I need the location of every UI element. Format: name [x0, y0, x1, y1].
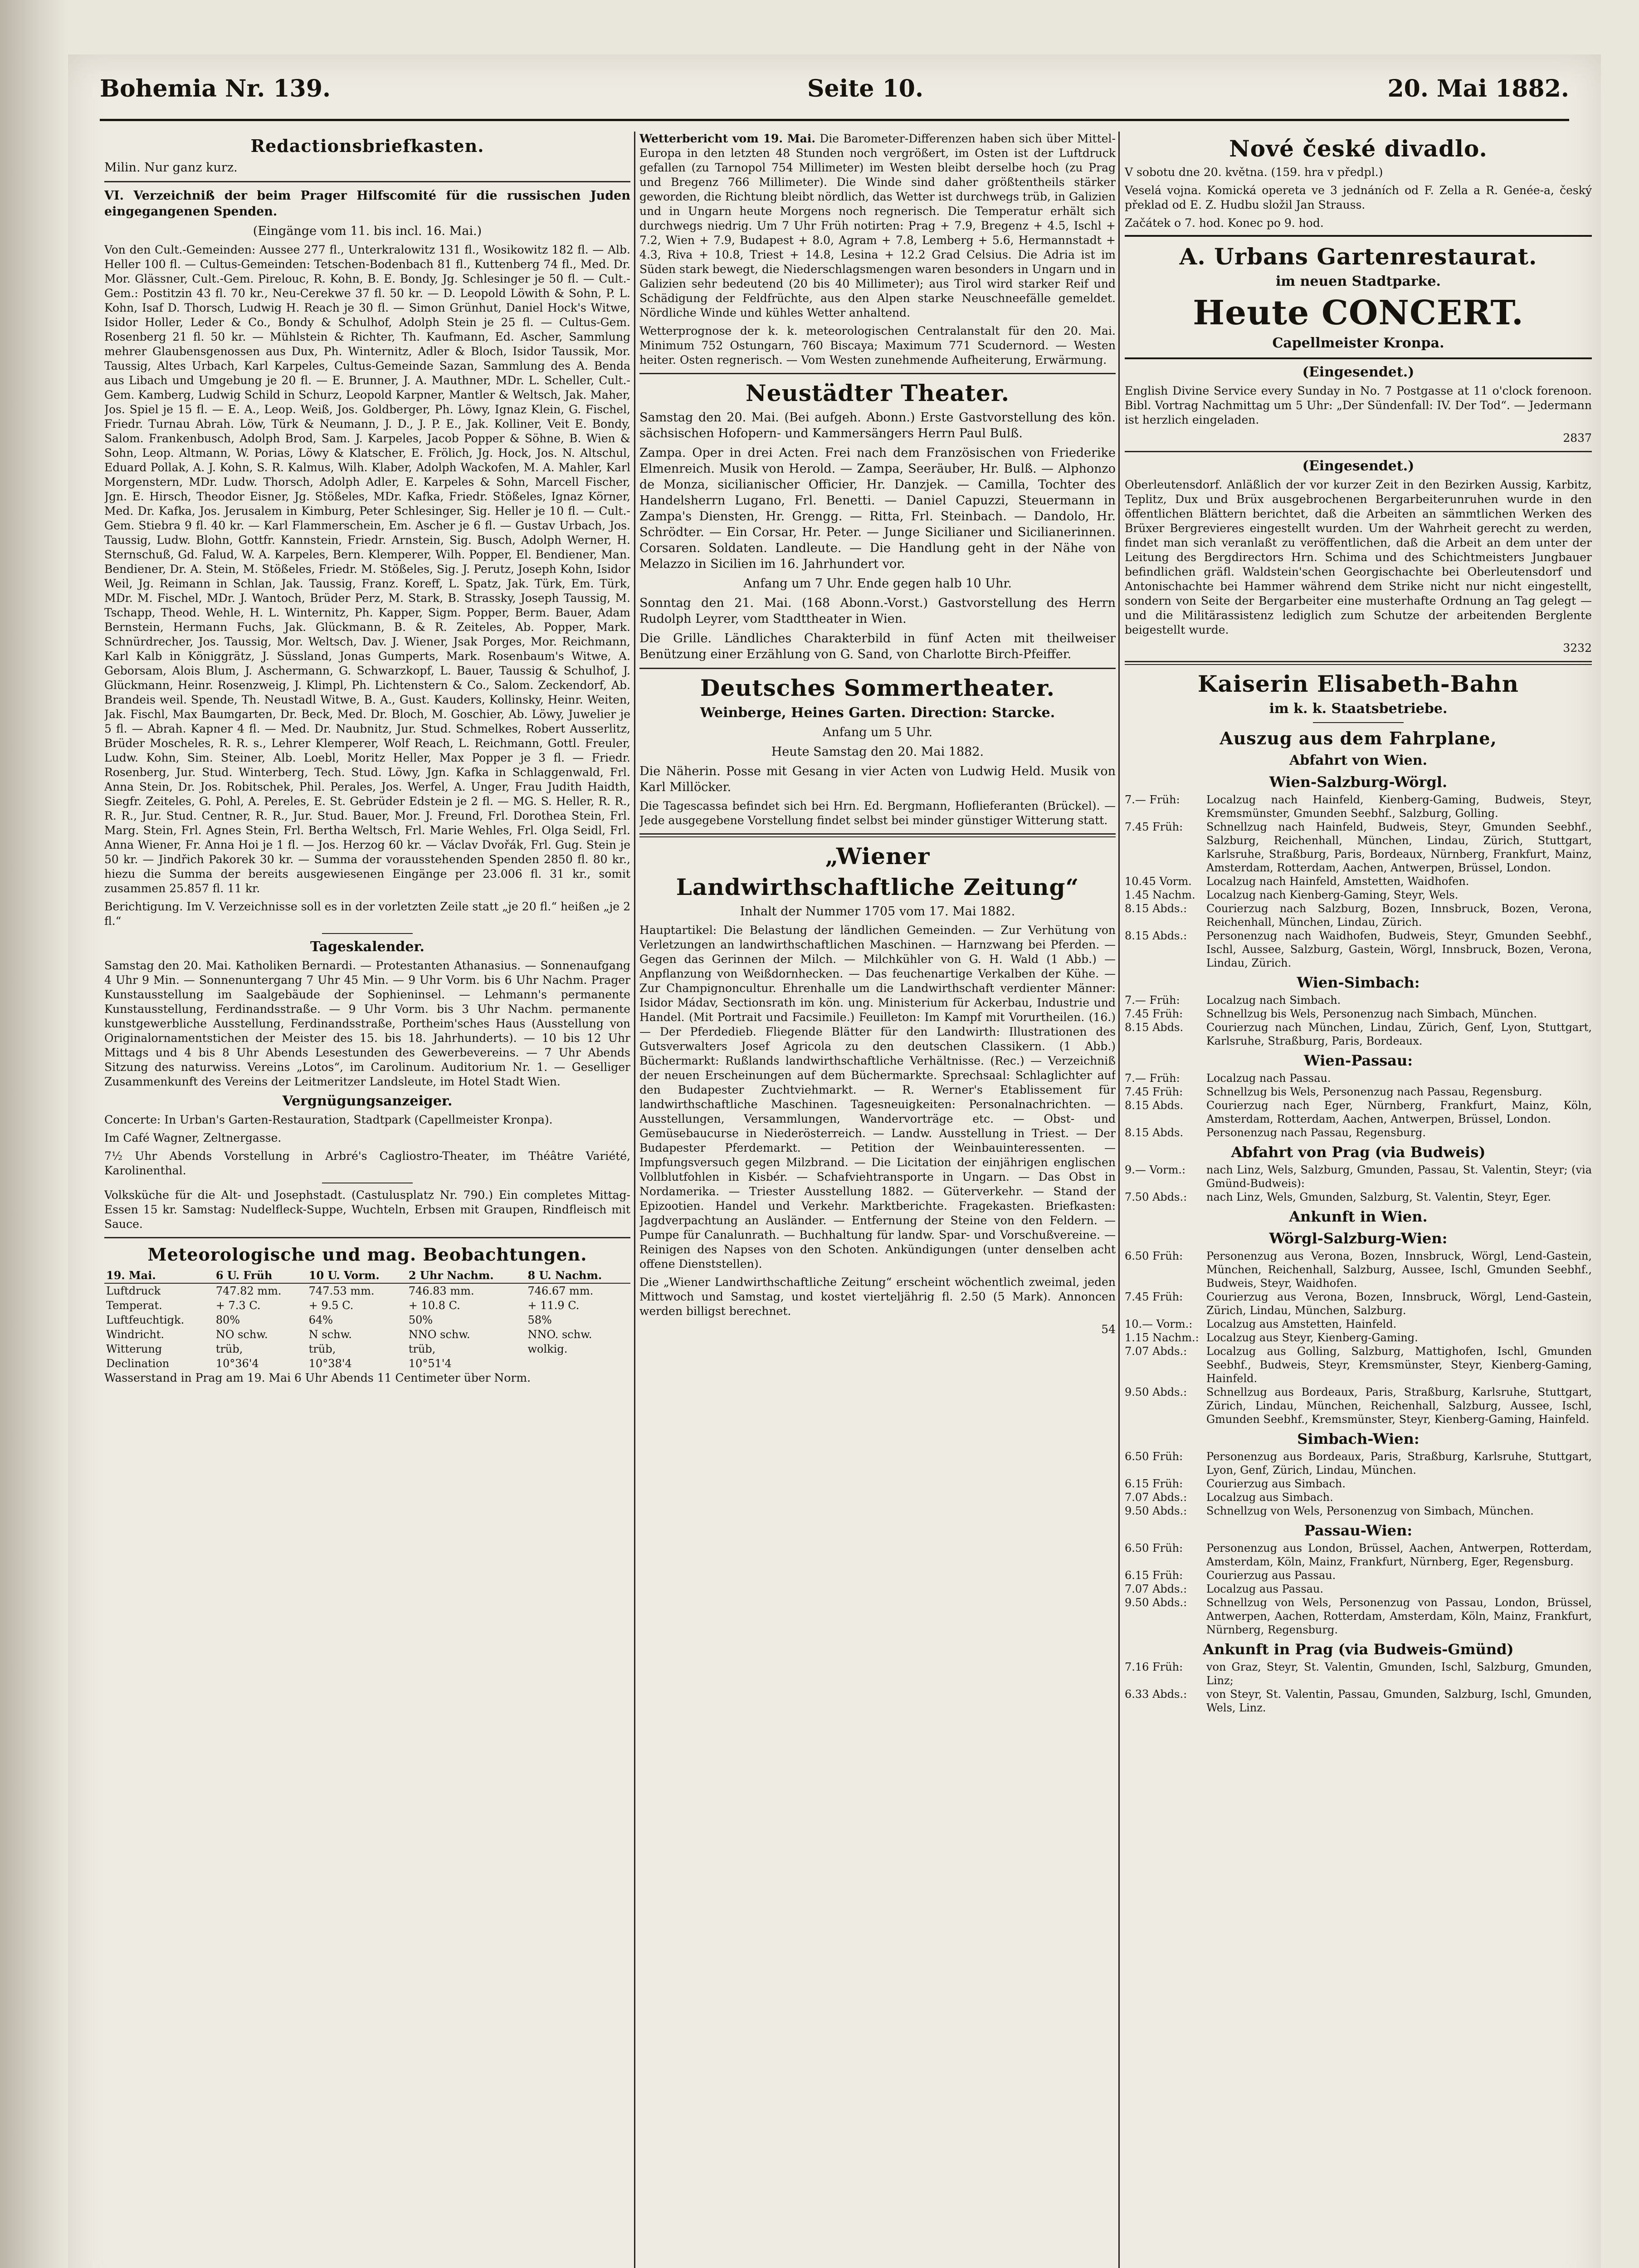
zeitung-inhalt: Inhalt der Nummer 1705 vom 17. Mai 1882.: [740, 904, 1015, 919]
zeitung-title-line1: „Wiener: [825, 843, 930, 870]
section-rule: [1313, 722, 1404, 723]
timetable-time: 7.45 Früh:: [1125, 1007, 1183, 1020]
timetable-row: [1125, 1021, 1592, 1048]
timetable-route-title: Ankunft in Prag (via Budweis-Gmünd): [1203, 1641, 1514, 1658]
meteorology-cell: [526, 1356, 630, 1371]
meteorology-cell: 747.82 mm.: [215, 1285, 282, 1297]
sommertheater-note: Die Tagescassa befindet sich bei Hrn. Ed. Bergmann, Hoflieferanten (Brückel). — Jede ausgegebene Vorstellung findet selbst bei minder günstiger Witterung statt.: [639, 799, 1116, 827]
eingesendet-number: 2837: [1563, 431, 1592, 445]
wetterbericht-title: Wetterbericht vom 19. Mai.: [639, 132, 816, 145]
timetable-row: [1125, 1385, 1592, 1426]
meteorology-cell: + 7.3 C.: [215, 1299, 261, 1312]
timetable-route-title: Wien-Passau:: [1303, 1052, 1413, 1069]
section-rule: [1125, 661, 1592, 665]
timetable-description: Localzug nach Hainfeld, Kienberg-Gaming, Budweis, Steyr, Kremsmünster, Gmunden Seebhf., Salzburg, Golling.: [1206, 793, 1592, 820]
timetable-time: 7.— Früh:: [1125, 793, 1180, 806]
timetable-time: 7.07 Abds.:: [1125, 1491, 1187, 1504]
page-header: [100, 70, 1569, 111]
sommertheater-play: Die Näherin. Posse mit Gesang in vier Acten von Ludwig Held. Musik von Karl Millöcker.: [639, 764, 1116, 794]
timetable-row: [1125, 1344, 1592, 1385]
meteorology-cell: + 9.5 C.: [308, 1299, 354, 1312]
timetable-row: [1125, 1126, 1592, 1139]
urban-title: A. Urbans Gartenrestaurat.: [1179, 243, 1537, 270]
timetable-time: 6.50 Früh:: [1125, 1250, 1183, 1262]
timetable-row: [1125, 888, 1592, 902]
eingesendet-text: English Divine Service every Sunday in No. 7 Postgasse at 11 o'clock forenoon. Bibl. Vortrag Nachmittag um 5 Uhr: „Der Sündenfall: IV. Der Tod“. — Jedermann ist herzlich eingeladen.: [1125, 384, 1592, 426]
timetable-section: [1125, 973, 1592, 1048]
meteorology-cell: trüb,: [408, 1343, 436, 1355]
meteorology-row: [104, 1327, 630, 1342]
timetable-row: [1125, 820, 1592, 875]
eingesendet-text: Oberleutensdorf. Anläßlich der vor kurzer Zeit in den Bezirken Aussig, Karbitz, Teplitz, Dux und Brüx ausgebrochenen Bergarbeiterunruhen wurde in den öffentlichen Blättern berichtet, daß die Arbeiten an sämmtlichen Werken des Brüxer Bergrevieres eingestellt wurden. Um der Wahrheit gerecht zu werden, findet man sich veranlaßt zu veröffentlichen, daß die Arbeit an dem unter der Leitung des Bergdirectors Hrn. Schima und des Schichtmeisters Jungbauer befindlichen gräfl. Waldstein'schen Georgischachte bei Oberleutensdorf und Antonischachte bei Hammer während dem Strike nicht nur nicht eingestellt, sondern von Seite der Bergarbeiter eine musterhafte Ordnung an Tag gelegt — und die Militärassistenz lediglich zum Schutze der arbeitenden Berglente beigestellt wurde.: [1125, 478, 1592, 636]
timetable-row: [1125, 1491, 1592, 1504]
timetable-description: Courierzug nach München, Lindau, Zürich, Genf, Lyon, Stuttgart, Karlsruhe, Straßburg, Paris, Bordeaux.: [1206, 1021, 1592, 1047]
timetable-row: [1125, 1007, 1592, 1021]
timetable-row: [1125, 1331, 1592, 1344]
theater-announcement: Samstag den 20. Mai. (Bei aufgeh. Abonn.) Erste Gastvorstellung des kön. sächsischen Hofopern- und Kammersängers Herrn Paul Bulß.: [639, 411, 1116, 440]
column-left: [104, 132, 630, 2268]
timetable-description: von Steyr, St. Valentin, Passau, Gmunden, Salzburg, Ischl, Gmunden, Wels, Linz.: [1206, 1688, 1592, 1714]
timetable-row: [1125, 1660, 1592, 1687]
column-divider: [1118, 132, 1120, 2268]
meteorology-header-cell: 10 U. Vorm.: [307, 1268, 407, 1283]
timetable-row: [1125, 1249, 1592, 1290]
meteorology-header-cell: 19. Mai.: [104, 1268, 214, 1283]
timetable-row: [1125, 1504, 1592, 1518]
meteorology-cell: Windricht.: [106, 1328, 165, 1341]
meteorology-header-cell: 2 Uhr Nachm.: [407, 1268, 526, 1283]
timetable-row: [1125, 993, 1592, 1007]
timetable-section: [1125, 1640, 1592, 1715]
timetable-description: Courierzug aus Passau.: [1206, 1569, 1336, 1582]
meteorology-cell: NO schw.: [215, 1328, 268, 1341]
tageskalender-text: Samstag den 20. Mai. Katholiken Bernardi. — Protestanten Athanasius. — Sonnenaufgang 4 Uhr 9 Min. — Sonnenuntergang 7 Uhr 45 Min. — 9 Uhr Vorm. bis 6 Uhr Nachm. Prager Kunstausstellung im Saalgebäude der Sophieninsel. — Lehmann's permanente Kunstausstellung, Ferdinandsstraße. — 9 Uhr Vorm. bis 3 Uhr Nachm. permanente kunstgewerbliche Ausstellung, Ferdinandsstraße, Portheim'sches Haus (Ausstellung von Originalornamentstichen der Meister des 15. bis 18. Jahrhunderts). — 10 bis 12 Uhr Mittags und 4 bis 8 Uhr Abends Lesestunden des Gewerbevereins. — 7 Uhr Abends Sitzung des naturwiss. Vereins „Lotos“, im Carolinum. Auditorium Nr. 1. — Geselliger Zusammenkunft des Vereins der Leitmeritzer Landsleute, im Hotel Stadt Wien.: [104, 959, 630, 1088]
timetable-time: 6.50 Früh:: [1125, 1542, 1183, 1554]
divadlo-play: Veselá vojna. Komická opereta ve 3 jednáních od F. Zella a R. Genée-a, český překlad od E. Z. Hudbu složil Jan Strauss.: [1125, 184, 1592, 211]
eingesendet-number: 3232: [1563, 641, 1592, 655]
timetable-row: [1125, 1687, 1592, 1715]
timetable-time: 6.50 Früh:: [1125, 1450, 1183, 1463]
timetable-time: 10.— Vorm.:: [1125, 1318, 1193, 1330]
wetterbericht-body: Die Barometer-Differenzen haben sich über Mittel-Europa in den letzten 48 Stunden noch vergrößert, im Osten ist der Luftdruck gefallen (zu Tarnopol 754 Millimeter) im Westen bleibt derselbe hoch (zu Prag und Bregenz 766 Millimeter). Die Winde sind daher größtentheils stärker geworden, die Richtung bleibt nördlich, das Wetter ist durchwegs trüb, in Galizien und in Ungarn heute Morgens noch regnerisch. Die Temperatur erhält sich durchwegs niedrig. Um 7 Uhr Früh notirten: Prag + 7.9, Bregenz + 4.5, Ischl + 7.2, Wien + 7.9, Budapest + 8.0, Agram + 7.8, Lemberg + 5.6, Hermannstadt + 4.3, Riva + 10.8, Triest + 14.8, Lesina + 12.2 Grad Celsius. Die Adria ist im Süden stark bewegt, die Niederschlagsmengen waren besonders in Ungarn und in Galizien sehr bedeutend (20 bis 40 Millimeter); aus Tirol wird starker Reif und Schädigung der Feldfrüchte, aus den Alpen starke Neuschneefälle gemeldet. Nördliche Winde und kühles Wetter anhaltend.: [639, 132, 1116, 319]
timetable-row: [1125, 1450, 1592, 1477]
meteorology-header-cell: 8 U. Nachm.: [526, 1268, 630, 1283]
timetable-route-title: Ankunft in Wien.: [1289, 1208, 1428, 1225]
header-date: 20. Mai 1882.: [1387, 75, 1569, 103]
timetable-time: 10.45 Vorm.: [1125, 875, 1192, 888]
timetable-route-title: Abfahrt von Prag (via Budweis): [1231, 1144, 1486, 1161]
timetable-time: 7.45 Früh:: [1125, 1085, 1183, 1098]
bahn-subtitle: im k. k. Staatsbetriebe.: [1269, 701, 1448, 717]
vergnuegung-item: 7½ Uhr Abends Vorstellung in Arbré's Cagliostro-Theater, im Théâtre Variété, Karolinenthal.: [104, 1149, 630, 1177]
meteorology-header-row: [104, 1268, 630, 1283]
sommertheater-title: Deutsches Sommertheater.: [700, 675, 1055, 701]
section-rule: [322, 933, 413, 934]
wetterbericht-text: [639, 132, 1116, 320]
meteorology-cell: Declination: [106, 1357, 170, 1370]
timetable-time: 6.33 Abds.:: [1125, 1688, 1187, 1701]
wasserstand-text: Wasserstand in Prag am 19. Mai 6 Uhr Abends 11 Centimeter über Norm.: [104, 1371, 531, 1384]
timetable-row: [1125, 1290, 1592, 1317]
meteorology-cell: 58%: [527, 1314, 552, 1326]
divadlo-times: Začátek o 7. hod. Konec po 9. hod.: [1125, 216, 1324, 230]
header-rule: [100, 119, 1569, 121]
theater-play-description: Die Grille. Ländliches Charakterbild in fünf Acten mit theilweiser Benützung einer Erzählung von G. Sand, von Charlotte Birch-Pfeiffer.: [639, 631, 1116, 661]
sommertheater-subtitle: Weinberge, Heines Garten. Direction: Starcke.: [700, 705, 1055, 721]
timetable-description: Courierzug aus Verona, Bozen, Innsbruck, Wörgl, Lend-Gastein, Zürich, Lindau, München, Salzburg.: [1206, 1290, 1592, 1317]
timetable-row: [1125, 1190, 1592, 1204]
column-divider: [634, 132, 635, 2268]
meteorology-row: [104, 1356, 630, 1371]
meteorology-cell: Temperat.: [106, 1299, 162, 1312]
timetable-time: 8.15 Abds.: [1125, 1021, 1184, 1034]
wetterprognose-text: Wetterprognose der k. k. meteorologischen Centralanstalt für den 20. Mai. Minimum 752 Ostungarn, 760 Biscaya; Maximum 771 Scudernord. — Westen heiter. Osten regnerisch. — Vom Westen zunehmende Aufheiterung, Erwärmung.: [639, 324, 1116, 367]
meteorology-cell: NNO schw.: [408, 1328, 470, 1341]
timetable-time: 1.15 Nachm.:: [1125, 1331, 1199, 1344]
timetable-section: [1125, 773, 1592, 970]
timetable-row: [1125, 875, 1592, 888]
meteorology-cell: Witterung: [106, 1343, 162, 1355]
header-page-number: Seite 10.: [807, 75, 924, 103]
meteorology-cell: Luftfeuchtigk.: [106, 1314, 185, 1326]
timetable-row: [1125, 1541, 1592, 1569]
bahn-title: Kaiserin Elisabeth-Bahn: [1198, 670, 1519, 697]
timetable-row: [1125, 1477, 1592, 1491]
timetable-section: [1125, 1207, 1592, 1226]
meteorology-cell: 10°51'4: [408, 1357, 452, 1370]
timetable-section: [1125, 1229, 1592, 1426]
tageskalender-title: Tageskalender.: [310, 939, 424, 955]
timetable-row: [1125, 1569, 1592, 1582]
meteorology-cell: + 11.9 C.: [527, 1299, 580, 1312]
timetable-section: [1125, 1430, 1592, 1518]
timetable-description: Schnellzug von Wels, Personenzug von Passau, London, Brüssel, Antwerpen, Aachen, Rotterdam, Amsterdam, Köln, Mainz, Frankfurt, Nürnberg, Regensburg.: [1206, 1596, 1592, 1636]
meteorology-cell: 10°38'4: [308, 1357, 352, 1370]
timetable-row: [1125, 1163, 1592, 1190]
timetable-description: Localzug nach Passau.: [1206, 1072, 1331, 1085]
urban-kapellmeister: Capellmeister Kronpa.: [1272, 335, 1444, 351]
timetable-description: Courierzug nach Salzburg, Bozen, Innsbruck, Bozen, Verona, Reichenhall, München, Lindau, Zürich.: [1206, 902, 1592, 929]
column-middle: [639, 132, 1116, 2268]
timetable-description: Localzug aus Golling, Salzburg, Mattighofen, Ischl, Gmunden Seebhf., Budweis, Steyr, Kremsmünster, Steyr, Kienberg-Gaming, Hainfeld.: [1206, 1345, 1592, 1385]
vergnuegung-item: Concerte: In Urban's Garten-Restauration, Stadtpark (Capellmeister Kronpa).: [104, 1113, 553, 1126]
vergnuegung-title: Vergnügungsanzeiger.: [282, 1093, 453, 1109]
meteorology-cell: trüb,: [308, 1343, 336, 1355]
timetable-time: 6.15 Früh:: [1125, 1477, 1183, 1490]
timetable-route-title: Wörgl-Salzburg-Wien:: [1269, 1230, 1448, 1247]
meteorology-cell: 10°36'4: [215, 1357, 259, 1370]
section-rule: [639, 833, 1116, 837]
meteorology-cell: NNO. schw.: [527, 1328, 592, 1341]
divadlo-title: Nové české divadlo.: [1229, 135, 1488, 162]
timetable-description: von Graz, Steyr, St. Valentin, Gmunden, Ischl, Salzburg, Gmunden, Linz;: [1206, 1661, 1592, 1687]
timetable-description: Schnellzug nach Hainfeld, Budweis, Steyr, Gmunden Seebhf., Salzburg, Reichenhall, München, Lindau, Zürich, Stuttgart, Karlsruhe, Straßburg, Paris, Bordeaux, Nürnberg, Frankfurt, Mainz, Amsterdam, Rotterdam, Aachen, Antwerpen, Brüssel, London.: [1206, 821, 1592, 874]
berichtigung-text: Berichtigung. Im V. Verzeichnisse soll es in der vorletzten Zeile statt „je 20 fl.“ heißen „je 2 fl.“: [104, 900, 630, 928]
timetable-time: 7.— Früh:: [1125, 1072, 1180, 1085]
meteorology-cell: 746.67 mm.: [527, 1285, 594, 1297]
zeitung-ad-number: 54: [1101, 1323, 1116, 1336]
timetable-row: [1125, 1099, 1592, 1126]
meteorology-cell: 80%: [215, 1314, 240, 1326]
timetable-time: 9.— Vorm.:: [1125, 1163, 1186, 1176]
timetable-description: Schnellzug bis Wels, Personenzug nach Passau, Regensburg.: [1206, 1085, 1542, 1098]
timetable-row: [1125, 1085, 1592, 1099]
spenden-subtitle: (Eingänge vom 11. bis incl. 16. Mai.): [253, 224, 482, 238]
eingesendet-title: (Eingesendet.): [1302, 364, 1415, 380]
header-paper-number: Bohemia Nr. 139.: [100, 75, 331, 103]
timetable-time: 8.15 Abds.:: [1125, 902, 1187, 915]
timetable-section: [1125, 1521, 1592, 1637]
timetable-row: [1125, 1596, 1592, 1637]
section-rule: [639, 373, 1116, 374]
timetable-time: 8.15 Abds.: [1125, 1099, 1184, 1112]
vergnuegung-item: Im Café Wagner, Zeltnergasse.: [104, 1131, 282, 1144]
meteorology-cell: + 10.8 C.: [408, 1299, 460, 1312]
timetable-route-title: Simbach-Wien:: [1297, 1430, 1419, 1447]
timetable-time: 1.45 Nachm.: [1125, 889, 1195, 901]
theater-play-description: Zampa. Oper in drei Acten. Frei nach dem Französischen von Friederike Elmenreich. Musik von Herold. — Zampa, Seeräuber, Hr. Bulß. — Alphonzo de Monza, sicilianischer Officier, Hr. Danzjek. — Camilla, Tochter des Handelsherrn Lugano, Frl. Benetti. — Daniel Capuzzi, Steuermann in Zampa's Diensten, Hr. Grengg. — Ritta, Frl. Steinbach. — Dandolo, Hr. Schrödter. — Ein Corsar, Hr. Peter. — Junge Sicilianer und Sicilianerinnen. Corsaren. Soldaten. Landleute. — Die Handlung geht in der Nähe von Melazzo in Sicilien im 16. Jahrhundert vor.: [639, 446, 1116, 571]
timetable-time: 9.50 Abds.:: [1125, 1596, 1187, 1609]
timetable-description: Localzug aus Simbach.: [1206, 1491, 1333, 1504]
timetable-description: Personenzug nach Waidhofen, Budweis, Steyr, Gmunden Seebhf., Ischl, Aussee, Salzburg, Gastein, Wörgl, Innsbruck, Bozen, Verona, Lindau, Zürich.: [1206, 929, 1592, 969]
timetable-section: [1125, 1143, 1592, 1204]
urban-concert: Heute CONCERT.: [1193, 293, 1524, 332]
volkskueche-text: Volksküche für die Alt- und Josephstadt. (Castulusplatz Nr. 790.) Ein completes Mittag-Essen 15 kr. Samstag: Nudelfleck-Suppe, Wuchteln, Erbsen mit Graupen, Rindfleisch mit Sauce.: [104, 1188, 630, 1231]
meteorology-row: [104, 1313, 630, 1327]
column-right: [1125, 132, 1592, 2268]
theater-announcement: Sonntag den 21. Mai. (168 Abonn.-Vorst.) Gastvorstellung des Herrn Rudolph Leyrer, vom Stadttheater in Wien.: [639, 596, 1116, 626]
timetable-description: Schnellzug aus Bordeaux, Paris, Straßburg, Karlsruhe, Stuttgart, Zürich, Lindau, München, Reichenhall, Salzburg, Aussee, Ischl, Gmunden Seebhf., Kremsmünster, Steyr, Kienberg-Gaming, Hainfeld.: [1206, 1386, 1592, 1426]
timetable-time: 8.15 Abds.:: [1125, 929, 1187, 942]
timetable-time: 9.50 Abds.:: [1125, 1505, 1187, 1517]
timetable-row: [1125, 929, 1592, 970]
timetable-time: 7.— Früh:: [1125, 994, 1180, 1007]
timetable: [1125, 773, 1592, 1715]
spenden-text: Von den Cult.-Gemeinden: Aussee 277 fl., Unterkralowitz 131 fl., Wosikowitz 182 fl. — Alb. Heller 100 fl. — Cultus-Gemeinden: Tetschen-Bodenbach 81 fl., Kuttenberg 74 fl., Med. Dr. Mor. Glässner, Cult.-Gem. Pirelouc, R. Kohn, B. E. Bondy, Jg. Schlesinger je 50 fl. — Cult.-Gem.: Postitzin 43 fl. 70 kr., Neu-Cerekwe 37 fl. 50 kr. — D. Leopold Löwith & Sohn, P. L. Kohn, Isaf D. Thorsch, Ludwig H. Reach je 30 fl. — Simon Grünhut, Daniel Hock's Witwe, Isidor Holler, Leder & Co., Bondy & Schulhof, Adolph Stein je 25 fl. — Cultus-Gem. Rosenberg 21 fl. 50 kr. — Mühlstein & Richter, Th. Kaufmann, Ed. Ascher, Sammlung mehrer Glaubensgenossen aus Dux, Ph. Winternitz, Adler & Bloch, Isidor Taussik, Mor. Taussig, Altes Urbach, Karl Karpeles, Cultus-Gemeinde Sazan, Sammlung des A. Benda aus Libach und Umgebung je 20 fl. — E. Brunner, J. A. Mauthner, MDr. L. Scheller, Cult.-Gem. Kamberg, Ludwig Schild in Schurz, Leopold Karpner, Mantler & Weltsch, Jak. Maher, Jos. Spiel je 15 fl. — E. A., Leop. Weiß, Jos. Goldberger, Ph. Löwy, Ignaz Klein, G. Fischel, Friedr. Turnau Abrah. Löw, Türk & Neumann, J. D., J. P. E., Jak. Kolliner, Veit E. Bondy, Salom. Frankenbusch, Adolph Brod, Sam. J. Karpeles, Jacob Popper & Söhne, B. Wien & Sohn, Leop. Altmann, W. Porias, Löwy & Klatscher, E. Frölich, Jg. Hock, Jos. N. Altschul, Eduard Pollak, A. J. Kohn, S. R. Kalmus, Wilh. Klaber, Adolph Wackofen, M. A. Mahler, Karl Morgenstern, MDr. Ludw. Thorsch, Adolph Adler, E. Karpeles & Sohn, Marcell Fischer, Jgn. E. Hirsch, Theodor Eisner, Jg. Stößeles, MDr. Kafka, Friedr. Stößeles, Ignaz Körner, Med. Dr. Kafka, Jos. Jerusalem in Kimburg, Peter Schlesinger, Sig. Heller je 10 fl. — Cult.-Gem. Stiebra 9 fl. 40 kr. — Karl Flammerschein, Em. Ascher je 6 fl. — Gustav Urbach, Jos. Taussig, Ludw. Blohn, Gottfr. Kannstein, Friedr. Arnstein, Sig. Busch, Adolph Werner, H. Sternschuß, Gd. Falud, W. A. Karpeles, Bern. Klemperer, Wilh. Popper, El. Bendiener, Man. Bendiener, Dr. A. Stein, M. Stößeles, Friedr. M. Stößeles, Sig. J. Perutz, Joseph Kohn, Isidor Weil, Jg. Reimann in Schlan, Jak. Taussig, Franz. Koreff, L. Spatz, Jak. Türk, Em. Türk, MDr. M. Fischel, MDr. J. Wantoch, Brüder Perz, M. Stark, B. Strassky, Joseph Taussig, M. Tschapp, Theod. Wehle, H. L. Winternitz, Ph. Kapper, Sigm. Popper, Berm. Bauer, Adam Bernstein, Hermann Fuchs, Jak. Glückmann, B. & R. Zeiteles, Ab. Popper, Mark. Schnürdrecher, Jos. Taussig, Mor. Weltsch, Dav. J. Wiener, Jsak Porges, Mor. Reichmann, Karl Kalb in Königgrätz, J. Süssland, Jonas Gumperts, Mark. Rosenbaum's Witwe, A. Geborsam, Alois Blum, J. Aschermann, G. Schwarzkopf, L. Bauer, Taussig & Schulhof, J. Glückmann, Heinr. Rosenzweig, J. Klimpl, Ph. Lichtenstern & Co., Salom. Zeckendorf, Ab. Brandeis weil. Spende, Th. Neustadl Witwe, B. A., Gust. Kauders, Kollinsky, Heinr. Weiten, Jak. Fischl, Max Baumgarten, Dr. Beck, Med. Dr. Bloch, M. Goschier, Ab. Löwy, Juwelier je 5 fl. — Abrah. Kapner 4 fl. — Med. Dr. Naubnitz, Jur. Stud. Schmelkes, Robert Ausserlitz, Brüder Moscheles, R. R. s., Lehrer Klemperer, Wolf Reach, L. Reichmann, Gottl. Freuler, Ludw. Kohn, Sim. Steiner, Alb. Loebl, Moritz Heller, Max Popper je 3 fl. — Friedr. Rosenberg, Jur. Stud. Winterberg, Tech. Stud. Löwy, Jgn. Kafka in Schlaggenwald, Frl. Anna Stein, Dr. Jos. Robitschek, Phil. Perales, Jos. Werfel, A. Unger, Frau Judith Haidth, Siegfr. Zeiteles, G. Pohl, A. Pereles, E. St. Gebrüder Edstein je 2 fl. — MG. S. Heller, R. R., R. R., Jur. Stud. Centner, R. R., Jur. Stud. Bauer, Mor. J. Freund, Frl. Dorothea Stein, Frl. Marg. Stein, Frl. Agnes Stein, Frl. Bertha Weltsch, Frl. Marie Wehles, Frl. Olga Seidl, Frl. Anna Wiener, Fr. Anna Hoi je 1 fl. — Jos. Herzog 60 kr. — Václav Dvořák, Frl. Gug. Stein je 50 kr. — Jindřich Pakorek 30 kr. — Summa der vorausstehenden Spenden 2850 fl. 80 kr., hiezu die Summa der bereits ausgewiesenen Eingänge per 23.006 fl. 31 kr., somit zusammen 25.857 fl. 11 kr.: [104, 243, 630, 895]
briefkasten-title: Redactionsbriefkasten.: [250, 136, 484, 156]
timetable-time: 7.45 Früh:: [1125, 1290, 1183, 1303]
meteorology-cell: 50%: [408, 1314, 433, 1326]
timetable-description: nach Linz, Wels, Gmunden, Salzburg, St. Valentin, Steyr, Eger.: [1206, 1191, 1551, 1203]
meteorology-row: [104, 1283, 630, 1298]
meteorology-table: [104, 1268, 630, 1371]
timetable-description: Schnellzug von Wels, Personenzug von Simbach, München.: [1206, 1505, 1534, 1517]
urban-subtitle: im neuen Stadtparke.: [1276, 274, 1441, 289]
timetable-row: [1125, 1582, 1592, 1596]
timetable-route-title: Wien-Salzburg-Wörgl.: [1269, 773, 1448, 791]
neustaedter-theater-title: Neustädter Theater.: [746, 380, 1010, 406]
zeitung-contents: Hauptartikel: Die Belastung der ländlichen Gemeinden. — Zur Verhütung von Verletzungen an landwirthschaftlichen Maschinen. — Harnzwang bei Pferden. — Gegen das Gerinnen der Milch. — Milchkühler von G. H. Wald (1 Abb.) — Anpflanzung von Weißdornhecken. — Das feuchenartige Verkalben der Kühe. — Zur Champignoncultur. Ehrenhalle um die Landwirthschaft verdienter Männer: Isidor Mádav, Sectionsrath im kön. ung. Ministerium für Ackerbau, Industrie und Handel. (Mit Portrait und Facsimile.) Feuilleton: Im Kampf mit Vorurtheilen. (16.) — Der Pferdedieb. Fliegende Blätter für den Landwirth: Illustrationen des Gutsverwalters Josef Agricola zu den deutschen Classikern. (1 Abb.) Büchermarkt: Rußlands landwirthschaftliche Verhältnisse. (Rec.) — Verzeichniß der neuen Erscheinungen auf dem Büchermarkte. Sprechsaal: Schlaglichter auf den Budapester Zuchtviehmarkt. — R. Werner's Etablissement für landwirthschaftliche Maschinen. Tagesneuigkeiten: Personalnachrichten. — Ausstellungen, Versammlungen, Wandervorträge etc. — Obst- und Gemüsebaucurse in Niederösterreich. — Landw. Ausstellung in Triest. — Der Budapester Pferdemarkt. — Petition der Weinbauinteressenten. — Impfungsversuch gegen Milzbrand. — Die Licitation der einjährigen englischen Vollblutfohlen in Kisbér. — Schafviehtransporte in Ungarn. — Das Obst in Nordamerika. — Triester Ausstellung 1882. — Güterverkehr. — Stand der Epizootien. Handel und Verkehr. Marktberichte. Fragekasten. Briefkasten: Jagdverpachtung an Ausländer. — Entfernung der Steine von den Feldern. — Pumpe für Canalunrath. — Buchhaltung für landw. Spar- und Vorschußvereine. — Reinigen des Napses von den Schoten. Ankündigungen (unter denselben acht offene Dienststellen).: [639, 924, 1116, 1271]
meteorology-cell: 746.83 mm.: [408, 1285, 474, 1297]
meteorology-cell: trüb,: [215, 1343, 243, 1355]
timetable-description: Localzug aus Amstetten, Hainfeld.: [1206, 1318, 1397, 1330]
meteorology-cell: 747.53 mm.: [308, 1285, 375, 1297]
timetable-route-title: Wien-Simbach:: [1297, 974, 1420, 991]
timetable-row: [1125, 1071, 1592, 1085]
timetable-time: 6.15 Früh:: [1125, 1569, 1183, 1582]
timetable-time: 7.07 Abds.:: [1125, 1583, 1187, 1595]
eingesendet-title: (Eingesendet.): [1302, 458, 1415, 474]
meteorology-row: [104, 1298, 630, 1313]
meteorology-title: Meteorologische und mag. Beobachtungen.: [147, 1244, 587, 1265]
abfahrt-title: Abfahrt von Wien.: [1289, 753, 1428, 768]
section-rule: [1125, 451, 1592, 452]
timetable-description: Personenzug aus Bordeaux, Paris, Straßburg, Karlsruhe, Stuttgart, Lyon, Genf, Zürich, Lindau, München.: [1206, 1450, 1592, 1476]
timetable-route-title: Passau-Wien:: [1304, 1522, 1413, 1539]
timetable-description: Localzug nach Hainfeld, Amstetten, Waidhofen.: [1206, 875, 1469, 888]
theater-times: Anfang um 7 Uhr. Ende gegen halb 10 Uhr.: [743, 577, 1012, 591]
meteorology-row: [104, 1342, 630, 1356]
meteorology-header-cell: 6 U. Früh: [214, 1268, 307, 1283]
fahrplan-title: Auszug aus dem Fahrplane,: [1219, 728, 1497, 748]
timetable-time: 7.45 Früh:: [1125, 821, 1183, 833]
urban-advertisement: [1125, 235, 1592, 359]
timetable-description: Localzug aus Steyr, Kienberg-Gaming.: [1206, 1331, 1418, 1344]
sommertheater-start: Anfang um 5 Uhr.: [822, 725, 933, 739]
timetable-time: 7.07 Abds.:: [1125, 1345, 1187, 1358]
timetable-description: Localzug aus Passau.: [1206, 1583, 1324, 1595]
timetable-row: [1125, 793, 1592, 820]
timetable-row: [1125, 902, 1592, 929]
section-rule: [639, 668, 1116, 669]
timetable-time: 7.16 Früh:: [1125, 1661, 1183, 1673]
timetable-time: 7.50 Abds.:: [1125, 1191, 1187, 1203]
divadlo-date: V sobotu dne 20. května. (159. hra v předpl.): [1125, 166, 1383, 179]
zeitung-title-line2: Landwirthschaftliche Zeitung“: [676, 874, 1079, 900]
timetable-description: Courierzug nach Eger, Nürnberg, Frankfurt, Mainz, Köln, Amsterdam, Rotterdam, Aachen, Antwerpen, Brüssel, London.: [1206, 1099, 1592, 1125]
timetable-description: Schnellzug bis Wels, Personenzug nach Simbach, München.: [1206, 1007, 1537, 1020]
timetable-description: Personenzug aus Verona, Bozen, Innsbruck, Wörgl, Lend-Gastein, München, Reichenhall, Salzburg, Aussee, Ischl, Gmunden Seebhf., Budweis, Steyr, Waidhofen.: [1206, 1250, 1592, 1290]
zeitung-footer: Die „Wiener Landwirthschaftliche Zeitung“ erscheint wöchentlich zweimal, jeden Mittwoch und Samstag, und kostet vierteljährig fl. 2.50 (5 Mark). Annoncen werden billigst berechnet.: [639, 1276, 1116, 1318]
timetable-time: 8.15 Abds.: [1125, 1126, 1184, 1139]
timetable-description: nach Linz, Wels, Salzburg, Gmunden, Passau, St. Valentin, Steyr; (via Gmünd-Budweis):: [1206, 1163, 1592, 1190]
section-rule: [104, 181, 630, 182]
meteorology-cell: Luftdruck: [106, 1285, 161, 1297]
section-rule: [104, 1237, 630, 1238]
meteorology-cell: wolkig.: [527, 1343, 568, 1355]
timetable-description: Personenzug nach Passau, Regensburg.: [1206, 1126, 1426, 1139]
spenden-title: VI. Verzeichniß der beim Prager Hilfscomité für die russischen Juden eingegangenen Spenden.: [104, 189, 630, 219]
timetable-description: Localzug nach Kienberg-Gaming, Steyr, Wels.: [1206, 889, 1459, 901]
page-edge: [0, 0, 68, 2268]
timetable-section: [1125, 1051, 1592, 1139]
sommertheater-date: Heute Samstag den 20. Mai 1882.: [771, 745, 984, 759]
meteorology-cell: N schw.: [308, 1328, 352, 1341]
timetable-description: Personenzug aus London, Brüssel, Aachen, Antwerpen, Rotterdam, Amsterdam, Köln, Mainz, Frankfurt, Nürnberg, Eger, Regensburg.: [1206, 1542, 1592, 1568]
timetable-row: [1125, 1317, 1592, 1331]
timetable-description: Courierzug aus Simbach.: [1206, 1477, 1346, 1490]
timetable-description: Localzug nach Simbach.: [1206, 994, 1341, 1007]
briefkasten-text: Milin. Nur ganz kurz.: [104, 161, 238, 175]
timetable-time: 9.50 Abds.:: [1125, 1386, 1187, 1398]
meteorology-cell: 64%: [308, 1314, 333, 1326]
